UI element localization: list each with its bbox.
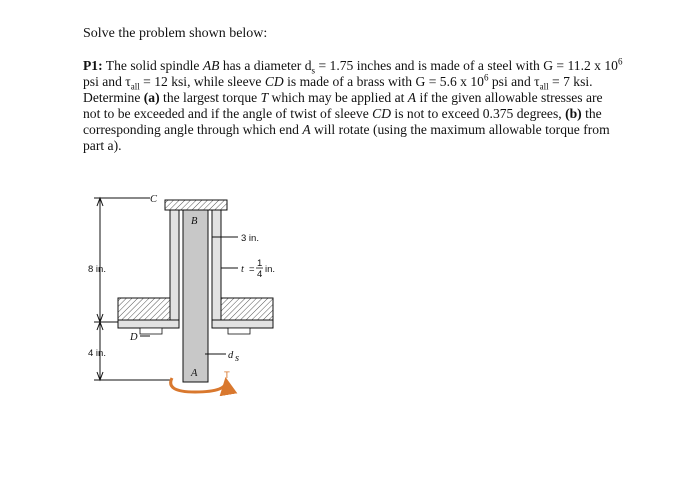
label-t-unit: in. (265, 264, 276, 275)
problem-text-7: psi and τ (488, 74, 540, 89)
intro-text: Solve the problem shown below: (83, 26, 268, 41)
problem-text-1: The solid spindle (102, 58, 203, 73)
problem-text-2: has a diameter d (219, 58, 312, 73)
label-a: A (191, 368, 198, 379)
problem-text-6: is made of a brass with G = 5.6 x 10 (283, 74, 484, 89)
frac-num: 1 (257, 258, 263, 269)
label-d: D (130, 332, 138, 343)
label-ds: d (228, 350, 234, 361)
label-4in: 4 in. (88, 348, 106, 359)
var-AB: AB (202, 58, 220, 73)
problem-label: P1: (83, 58, 103, 73)
problem-text-13: the corresponding angle through which end (83, 106, 602, 137)
problem-text-8: = 7 ksi. Determine (83, 74, 593, 105)
var-T: T (260, 90, 269, 105)
frac-den: 4 (257, 269, 263, 280)
problem-text-3: = 1.75 inches and is made of a steel with G = 11.2 x 10 (315, 58, 618, 73)
var-A-1: A (407, 90, 417, 105)
problem-text-4: psi and τ (83, 74, 131, 89)
var-A-2: A (302, 122, 311, 137)
problem-text-10: which may be applied at (268, 90, 408, 105)
subscript-all-1: all (130, 81, 140, 92)
exponent-1: 6 (617, 56, 623, 67)
label-c: C (150, 194, 158, 205)
part-b-label: (b) (565, 106, 582, 121)
label-t-eq: = (249, 264, 255, 275)
label-ds-sub: s (235, 353, 240, 364)
label-b: B (191, 216, 198, 227)
label-3in: 3 in. (241, 233, 259, 244)
problem-text-9: the largest torque (159, 90, 261, 105)
upper-support-plate (165, 200, 227, 210)
exponent-2: 6 (483, 72, 489, 83)
problem-text-11: if the given allowable stresses are not to be exceeded and if the angle of twist of sleeve (83, 90, 603, 121)
problem-text-5: = 12 ksi, while sleeve (139, 74, 265, 89)
part-a-label: (a) (143, 90, 160, 105)
subscript-s: s (311, 65, 316, 76)
var-CD: CD (264, 74, 284, 89)
label-t: t (241, 264, 244, 275)
label-8in: 8 in. (88, 264, 106, 275)
label-thickness (241, 258, 275, 280)
subscript-all-2: all (539, 81, 549, 92)
problem-text-14: will rotate (using the maximum allowable torque from part a). (83, 122, 610, 153)
var-CD-2: CD (372, 106, 392, 121)
label-torque: T (224, 370, 230, 381)
problem-text-12: is not to exceed 0.375 degrees, (391, 106, 566, 121)
spindle-ab (183, 210, 208, 382)
